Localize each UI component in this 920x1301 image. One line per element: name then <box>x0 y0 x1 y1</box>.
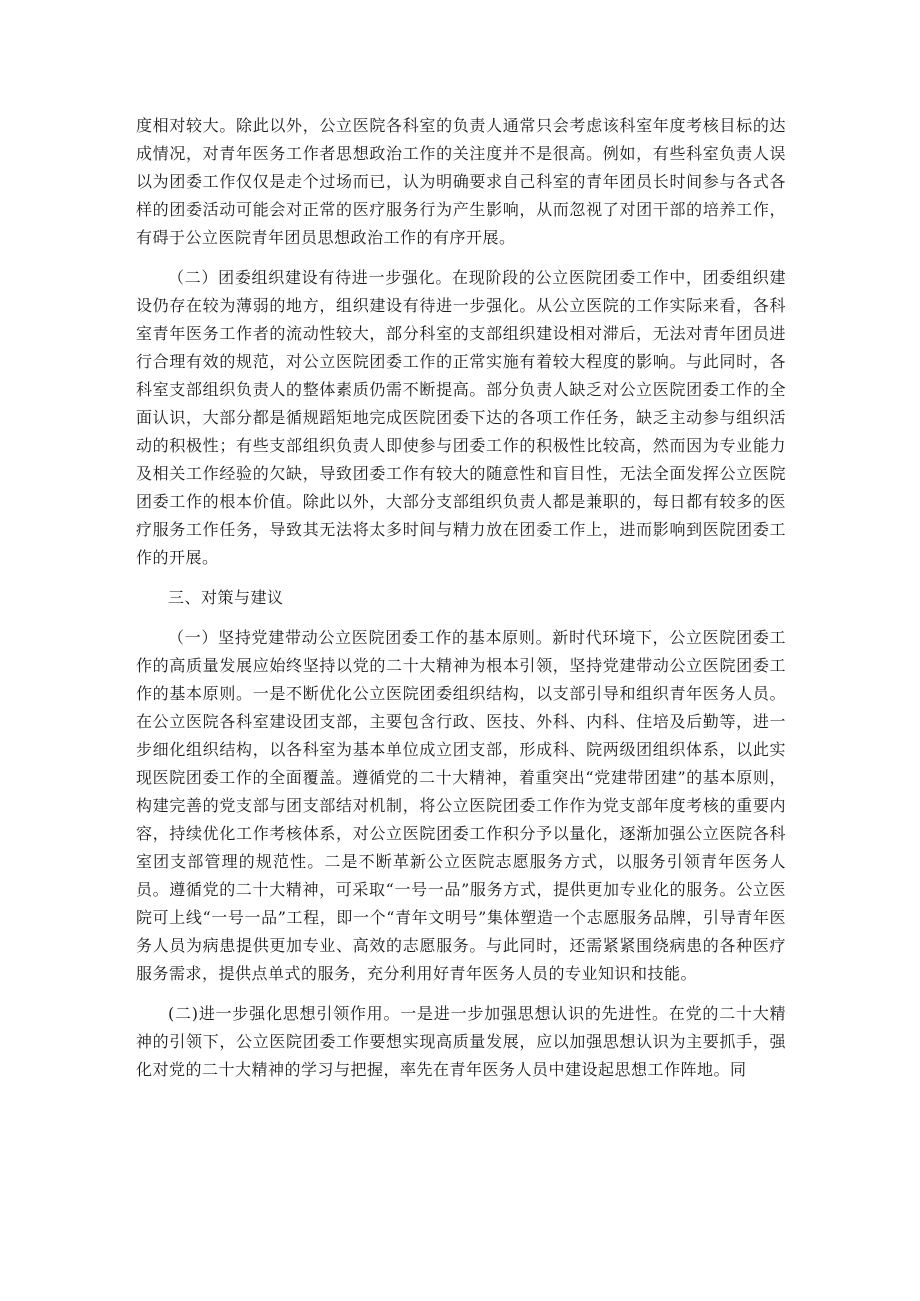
paragraph-continuation: 度相对较大。除此以外，公立医院各科室的负责人通常只会考虑该科室年度考核目标的达成情况，对青年医务工作者思想政治工作的关注度并不是很高。例如，有些科室负责人误以为团委工作仅仅是走个过场而已，认为明确要求自己科室的青年团员长时间参与各式各样的团委活动可能会对正常的医疗服务行为产生影响，从而忽视了对团干部的培养工作，有碍于公立医院青年团员思想政治工作的有序开展。 <box>136 116 786 247</box>
paragraph-ideological-guidance: (二)进一步强化思想引领作用。一是进一步加强思想认识的先进性。在党的二十大精神的引领下，公立医院团委工作要想实现高质量发展，应以加强思想认识为主要抓手，强化对党的二十大精神的学习与把握，率先在青年医务人员中建设起思想工作阵地。同 <box>136 1004 786 1079</box>
section-heading-countermeasures: 三、对策与建议 <box>168 588 284 607</box>
paragraph-party-building-principle: （一）坚持党建带动公立医院团委工作的基本原则。新时代环境下，公立医院团委工作的高质量发展应始终坚持以党的二十大精神为根本引领，坚持党建带动公立医院团委工作的基本原则。一是不断优化公立医院团委组织结构，以支部引导和组织青年医务人员。在公立医院各科室建设团支部，主要包含行政、医技、外科、内科、住培及后勤等，进一步细化组织结构，以各科室为基本单位成立团支部，形成科、院两级团组织体系，以此实现医院团委工作的全面覆盖。遵循党的二十大精神，着重突出“党建带团建”的基本原则，构建完善的党支部与团支部结对机制，将公立医院团委工作作为党支部年度考核的重要内容，持续优化工作考核体系，对公立医院团委工作积分予以量化，逐渐加强公立医院各科室团支部管理的规范性。二是不断革新公立医院志愿服务方式，以服务引领青年医务人员。遵循党的二十大精神，可采取“一号一品”服务方式，提供更加专业化的服务。公立医院可上线“一号一品”工程，即一个“青年文明号”集体塑造一个志愿服务品牌，引导青年医务人员为病患提供更加专业、高效的志愿服务。与此同时，还需紧紧围绕病患的各种医疗服务需求，提供点单式的服务，充分利用好青年医务人员的专业知识和技能。 <box>136 628 786 983</box>
paragraph-section-2-organization: （二）团委组织建设有待进一步强化。在现阶段的公立医院团委工作中，团委组织建设仍存在较为薄弱的地方，组织建设有待进一步强化。从公立医院的工作实际来看，各科室青年医务工作者的流动性较大，部分科室的支部组织建设相对滞后，无法对青年团员进行合理有效的规范，对公立医院团委工作的正常实施有着较大程度的影响。与此同时，各科室支部组织负责人的整体素质仍需不断提高。部分负责人缺乏对公立医院团委工作的全面认识，大部分都是循规蹈矩地完成医院团委下达的各项工作任务，缺乏主动参与组织活动的积极性；有些支部组织负责人即使参与团委工作的积极性比较高，然而因为专业能力及相关工作经验的欠缺，导致团委工作有较大的随意性和盲目性，无法全面发挥公立医院团委工作的根本价值。除此以外，大部分支部组织负责人都是兼职的，每日都有较多的医疗服务工作任务，导致其无法将太多时间与精力放在团委工作上，进而影响到医院团委工作的开展。 <box>136 268 786 567</box>
document-body <box>136 112 786 1096</box>
